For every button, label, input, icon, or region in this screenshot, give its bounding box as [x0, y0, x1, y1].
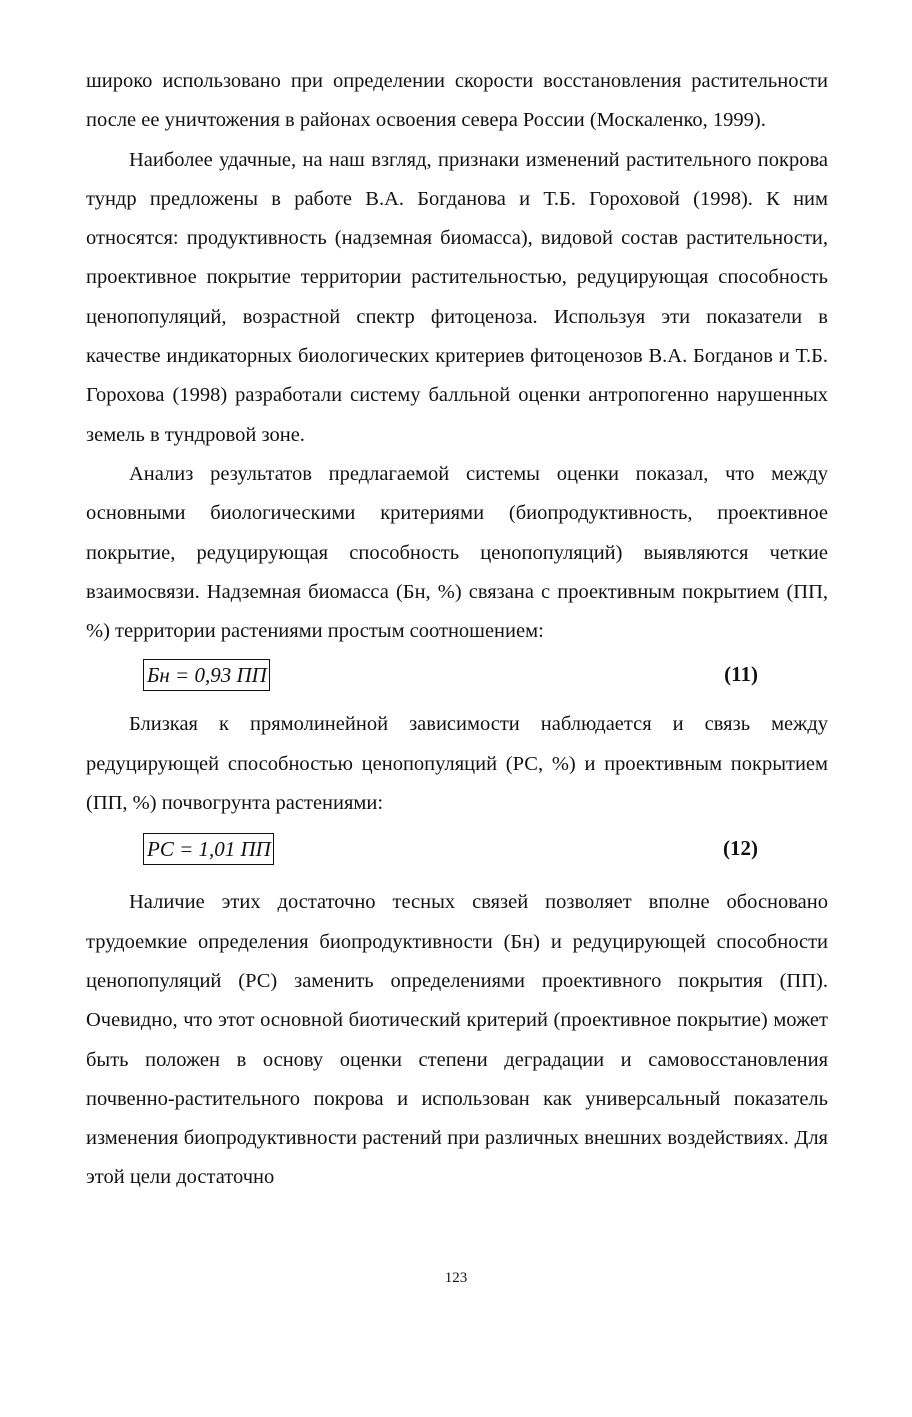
- formula-11-expression: Бн = 0,93 ПП: [143, 659, 270, 691]
- paragraph-5: Наличие этих достаточно тесных связей позволяет вполне обосновано трудоемкие определения биопродуктивности (Бн) и редуцирующей способности ценопопуляций (РС) заменить определениями проективного покрытия (ПП). Очевидно, что этот основной биотический критерий (проективное покрытие) может быть положен в основу оценки степени деградации и самовосстановления почвенно-растительного покрова и использован как универсальный показатель изменения биопродуктивности растений при различных внешних воздействиях. Для этой цели достаточно: [86, 891, 828, 1189]
- paragraph-4: Близкая к прямолинейной зависимости наблюдается и связь между редуцирующей способностью ценопопуляций (РС, %) и проективным покрытием (ПП, %) почвогрунта растениями:: [86, 713, 828, 815]
- paragraph-2: Наиболее удачные, на наш взгляд, признаки изменений растительного покрова тундр предложены в работе В.А. Богданова и Т.Б. Гороховой (1998). К ним относятся: продуктивность (надземная биомасса), видовой состав растительности, проективное покрытие территории растительностью, редуцирующая способность ценопопуляций, возрастной спектр фитоценоза. Используя эти показатели в качестве индикаторных биологических критериев фитоценозов В.А. Богданов и Т.Б. Горохова (1998) разработали систему балльной оценки антропогенно нарушенных земель в тундровой зоне.: [86, 148, 828, 446]
- formula-12: [86, 827, 828, 873]
- formula-11-number: (11): [724, 662, 758, 687]
- page-body: [86, 62, 828, 1198]
- paragraph-1: широко использовано при определении скорости восстановления растительности после ее уничтожения в районах освоения севера России (Москаленко, 1999).: [86, 70, 828, 132]
- formula-12-number: (12): [723, 836, 758, 861]
- formula-12-expression: РС = 1,01 ПП: [143, 833, 274, 865]
- page-number: 123: [444, 1270, 468, 1286]
- formula-11: [86, 653, 828, 699]
- paragraph-3: Анализ результатов предлагаемой системы оценки показал, что между основными биологическими критериями (биопродуктивность, проективное покрытие, редуцирующая способность ценопопуляций) выявляются четкие взаимосвязи. Надземная биомасса (Бн, %) связана с проективным покрытием (ПП, %) территории растениями простым соотношением:: [86, 462, 828, 643]
